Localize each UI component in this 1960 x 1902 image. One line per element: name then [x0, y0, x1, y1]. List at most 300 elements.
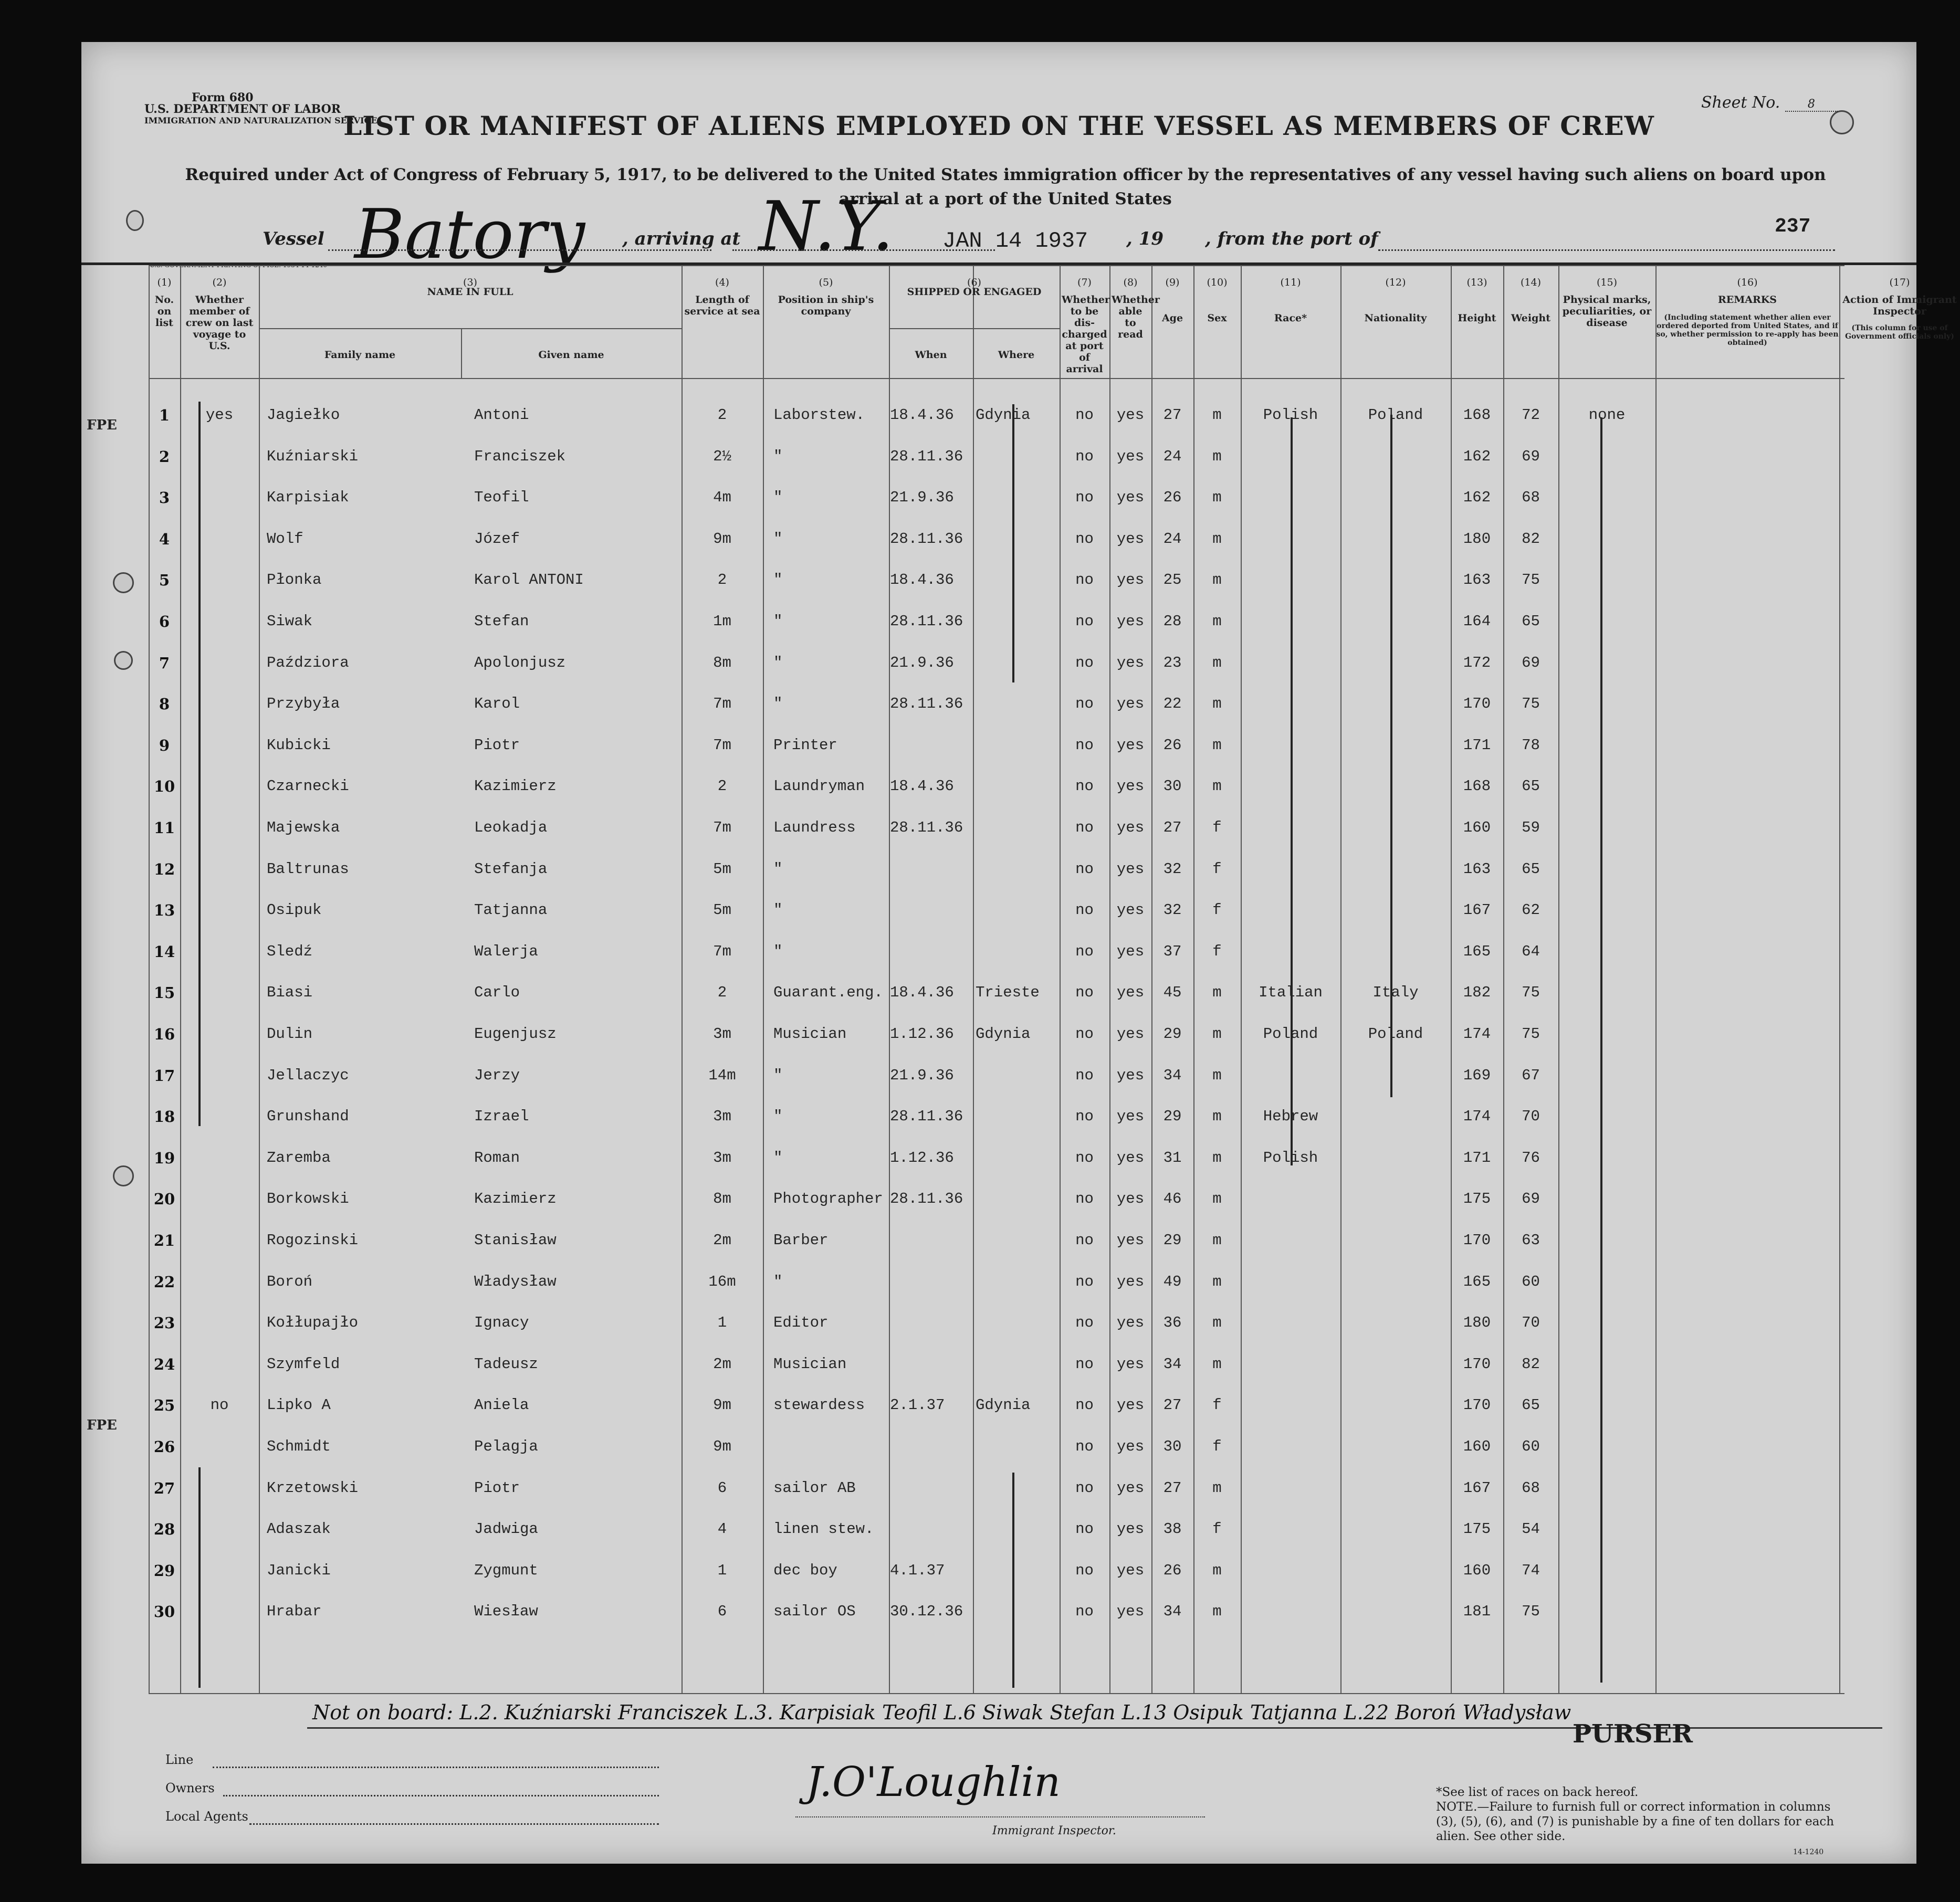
cell-position: sailor AB: [773, 1479, 856, 1497]
cell-age: 34: [1163, 1355, 1182, 1373]
table-row: [149, 1472, 1844, 1514]
cell-no: 2: [159, 447, 170, 466]
column-number: (1): [157, 277, 172, 288]
cell-when: 18.4.36: [890, 984, 954, 1002]
local-agents-label: Local Agents: [165, 1809, 248, 1824]
table-row: [149, 729, 1844, 771]
cell-family: Paździora: [267, 654, 349, 671]
cell-where: Trieste: [976, 984, 1040, 1002]
cell-sex: f: [1212, 819, 1222, 836]
cell-weight: 70: [1522, 1108, 1540, 1126]
arrival-date-stamp: JAN 14 1937: [942, 228, 1088, 254]
cell-service: 6: [717, 1603, 727, 1621]
cell-height: 170: [1463, 1396, 1491, 1414]
cell-service: 5m: [713, 860, 731, 878]
arriving-port: N.Y.: [759, 186, 894, 266]
cell-given: Tatjanna: [474, 901, 548, 919]
cell-family: Grunshand: [267, 1108, 349, 1126]
column-header: REMARKS: [1717, 294, 1777, 306]
column-header: Race*: [1274, 312, 1307, 324]
column-number: (4): [715, 277, 729, 288]
cell-position: Guarant.eng.: [773, 984, 883, 1002]
cell-read: yes: [1116, 819, 1145, 836]
owners-dotline: [223, 1795, 659, 1796]
table-row: [149, 1100, 1844, 1142]
column-number: (9): [1165, 277, 1180, 288]
cell-discharge: no: [1075, 984, 1094, 1002]
cell-height: 180: [1463, 530, 1491, 548]
cell-sex: m: [1212, 984, 1222, 1002]
remarks-note: (Including statement whether alien ever ordered deported from United States, and if so, whether permission to re-apply has been obtained): [1656, 313, 1839, 347]
cell-no: 22: [153, 1273, 175, 1291]
cell-given: Stefanja: [474, 860, 548, 878]
cell-read: yes: [1116, 1149, 1145, 1167]
cell-sex: m: [1212, 777, 1222, 795]
cell-discharge: no: [1075, 447, 1094, 465]
cell-position: ": [773, 1273, 783, 1290]
cell-height: 170: [1463, 1232, 1491, 1249]
table-row: [149, 1018, 1844, 1059]
cell-position: ": [773, 571, 783, 589]
cell-age: 36: [1163, 1314, 1182, 1332]
cell-discharge: no: [1075, 695, 1094, 713]
cell-height: 169: [1463, 1066, 1491, 1084]
cell-no: 29: [153, 1561, 175, 1580]
cell-discharge: no: [1075, 1190, 1094, 1208]
cell-no: 17: [153, 1066, 175, 1085]
cell-given: Józef: [474, 530, 520, 548]
cell-given: Eugenjusz: [474, 1025, 557, 1043]
cell-family: Szymfeld: [267, 1355, 340, 1373]
cell-position: Editor: [773, 1314, 829, 1332]
column-number: (16): [1737, 277, 1758, 288]
cell-height: 160: [1463, 1438, 1491, 1455]
cell-height: 172: [1463, 654, 1491, 671]
cell-service: 7m: [713, 942, 731, 960]
table-row: [149, 523, 1844, 564]
cell-given: Kazimierz: [474, 777, 557, 795]
cell-sex: m: [1212, 1066, 1222, 1084]
cell-no: 10: [153, 777, 175, 796]
cell-given: Tadeusz: [474, 1355, 538, 1373]
cell-no: 9: [159, 736, 170, 754]
cell-age: 27: [1163, 406, 1182, 424]
cell-read: yes: [1116, 654, 1145, 671]
cell-when: 18.4.36: [890, 777, 954, 795]
cell-family: Płonka: [267, 571, 322, 589]
cell-read: yes: [1116, 1520, 1145, 1538]
cell-when: 30.12.36: [890, 1603, 963, 1621]
cell-family: Schmidt: [267, 1438, 331, 1455]
cell-family: Kuźniarski: [267, 447, 359, 465]
cell-position: Laundryman: [773, 777, 865, 795]
cell-where: Gdynia: [976, 1396, 1031, 1414]
cell-no: 26: [153, 1438, 175, 1456]
cell-sex: m: [1212, 1149, 1222, 1167]
cell-sex: m: [1212, 1108, 1222, 1126]
cell-age: 30: [1163, 777, 1182, 795]
cell-sex: m: [1212, 613, 1222, 630]
cell-family: Jellaczyc: [267, 1066, 349, 1084]
cell-discharge: no: [1075, 1603, 1094, 1621]
vessel-dotline: [328, 249, 711, 251]
cell-service: 2: [717, 406, 727, 424]
cell-race: Polish: [1263, 1149, 1318, 1167]
cell-no: 18: [153, 1108, 175, 1126]
cell-weight: 65: [1522, 860, 1540, 878]
column-number: (7): [1077, 277, 1092, 288]
cell-weight: 75: [1522, 1603, 1540, 1621]
cell-given: Stefan: [474, 613, 529, 630]
cell-position: dec boy: [773, 1561, 837, 1579]
cell-service: 2½: [713, 447, 731, 465]
cell-service: 1: [717, 1561, 727, 1579]
cell-service: 2: [717, 777, 727, 795]
cell-sex: m: [1212, 1561, 1222, 1579]
cell-service: 1m: [713, 613, 731, 630]
cell-read: yes: [1116, 1190, 1145, 1208]
inspector-signature: J.O'Loughlin: [806, 1759, 1061, 1806]
form-number: Form 680: [192, 91, 254, 104]
cell-sex: m: [1212, 530, 1222, 548]
table-row: [149, 1307, 1844, 1348]
cell-given: Izrael: [474, 1108, 529, 1126]
cell-sex: f: [1212, 1438, 1222, 1455]
cell-sex: f: [1212, 942, 1222, 960]
cell-service: 8m: [713, 1190, 731, 1208]
cell-position: ": [773, 447, 783, 465]
column-header: Whether able to read: [1112, 294, 1160, 340]
cell-position: ": [773, 654, 783, 671]
cell-sex: m: [1212, 695, 1222, 713]
subheader-when: When: [915, 349, 947, 361]
cell-height: 163: [1463, 860, 1491, 878]
cell-read: yes: [1116, 1273, 1145, 1290]
cell-height: 165: [1463, 942, 1491, 960]
action-note: (This column for use of Government officials only): [1845, 324, 1954, 341]
cell-no: 4: [159, 530, 170, 548]
table-row: [149, 1389, 1844, 1431]
column-header: Age: [1161, 312, 1183, 324]
cell-service: 7m: [713, 819, 731, 836]
cell-weight: 65: [1522, 1396, 1540, 1414]
cell-no: 8: [159, 695, 170, 713]
cell-position: Barber: [773, 1232, 829, 1249]
cell-no: 30: [153, 1603, 175, 1621]
cell-given: Jadwiga: [474, 1520, 538, 1538]
column-header: SHIPPED OR ENGAGED: [907, 286, 1042, 298]
cell-when: 18.4.36: [890, 406, 954, 424]
cell-age: 27: [1163, 1396, 1182, 1414]
cell-discharge: no: [1075, 1108, 1094, 1126]
cell-age: 26: [1163, 736, 1182, 754]
column-header: Position in ship's company: [778, 294, 874, 317]
vessel-label: Vessel: [263, 228, 324, 249]
cell-weight: 60: [1522, 1438, 1540, 1455]
cell-age: 32: [1163, 901, 1182, 919]
cell-weight: 75: [1522, 984, 1540, 1002]
cell-weight: 54: [1522, 1520, 1540, 1538]
cell-sex: m: [1212, 489, 1222, 507]
cell-age: 24: [1163, 447, 1182, 465]
cell-no: 11: [153, 819, 175, 837]
purser-label: PURSER: [1573, 1719, 1693, 1749]
cell-read: yes: [1116, 1603, 1145, 1621]
cell-sex: m: [1212, 571, 1222, 589]
cell-position: sailor OS: [773, 1603, 856, 1621]
cell-service: 2: [717, 984, 727, 1002]
cell-given: Karol: [474, 695, 520, 713]
cell-discharge: no: [1075, 1232, 1094, 1249]
table-row: [149, 1266, 1844, 1307]
cell-service: 3m: [713, 1149, 731, 1167]
cell-weight: 60: [1522, 1273, 1540, 1290]
cell-discharge: no: [1075, 819, 1094, 836]
cell-weight: 69: [1522, 1190, 1540, 1208]
cell-position: ": [773, 942, 783, 960]
cell-read: yes: [1116, 1025, 1145, 1043]
cell-discharge: no: [1075, 1066, 1094, 1084]
column-header: Whether member of crew on last voyage to U.S.: [185, 294, 254, 352]
cell-service: 2m: [713, 1232, 731, 1249]
cell-no: 13: [153, 901, 175, 920]
cell-given: Pelagja: [474, 1438, 538, 1455]
cell-weight: 65: [1522, 777, 1540, 795]
column-header: No. on list: [154, 294, 174, 329]
cell-age: 49: [1163, 1273, 1182, 1290]
cell-weight: 69: [1522, 447, 1540, 465]
cell-given: Stanisław: [474, 1232, 557, 1249]
table-row: [149, 1513, 1844, 1554]
cell-weight: 82: [1522, 1355, 1540, 1373]
cell-discharge: no: [1075, 1479, 1094, 1497]
cell-weight: 68: [1522, 1479, 1540, 1497]
cell-discharge: no: [1075, 1561, 1094, 1579]
cell-race: Poland: [1263, 1025, 1318, 1043]
cell-position: ": [773, 695, 783, 713]
manifest-sheet: [81, 42, 1957, 1864]
cell-height: 171: [1463, 736, 1491, 754]
immigrant-inspector-label: Immigrant Inspector.: [992, 1824, 1116, 1837]
cell-position: linen stew.: [773, 1520, 874, 1538]
cell-nationality: Poland: [1368, 406, 1423, 424]
cell-read: yes: [1116, 1232, 1145, 1249]
owners-label: Owners: [165, 1781, 215, 1795]
from-port-label: , from the port of: [1205, 228, 1378, 249]
cell-when: 21.9.36: [890, 654, 954, 671]
cell-service: 2m: [713, 1355, 731, 1373]
cell-given: Kazimierz: [474, 1190, 557, 1208]
cell-when: 4.1.37: [890, 1561, 945, 1579]
cell-discharge: no: [1075, 489, 1094, 507]
cell-given: Piotr: [474, 1479, 520, 1497]
table-row: [149, 1554, 1844, 1596]
table-row: [149, 688, 1844, 729]
table-row: [149, 894, 1844, 936]
cell-sex: m: [1212, 736, 1222, 754]
cell-sex: f: [1212, 860, 1222, 878]
arriving-label: , arriving at: [622, 228, 741, 249]
cell-given: Walerja: [474, 942, 538, 960]
cell-given: Władysław: [474, 1273, 557, 1290]
cell-when: 28.11.36: [890, 819, 963, 836]
cell-sex: m: [1212, 1314, 1222, 1332]
cell-weight: 74: [1522, 1561, 1540, 1579]
subheader-family-name: Family name: [324, 349, 396, 361]
punch-hole: [113, 1165, 134, 1186]
table-row: [149, 1142, 1844, 1183]
cell-read: yes: [1116, 1108, 1145, 1126]
cell-service: 2: [717, 571, 727, 589]
cell-height: 162: [1463, 447, 1491, 465]
cell-given: Aniela: [474, 1396, 529, 1414]
cell-no: 1: [159, 406, 170, 424]
cell-age: 29: [1163, 1108, 1182, 1126]
sheet-number-value: 8: [1785, 98, 1838, 112]
cell-given: Wiesław: [474, 1603, 538, 1621]
cell-discharge: no: [1075, 1520, 1094, 1538]
cell-height: 180: [1463, 1314, 1491, 1332]
cell-sex: m: [1212, 654, 1222, 671]
cell-service: 5m: [713, 901, 731, 919]
cell-no: 7: [159, 654, 170, 672]
table-row: [149, 1224, 1844, 1266]
sheet-number-label: Sheet No.: [1701, 93, 1780, 112]
cell-no: 27: [153, 1479, 175, 1497]
cell-when: 21.9.36: [890, 489, 954, 507]
cell-discharge: no: [1075, 1438, 1094, 1455]
cell-when: 28.11.36: [890, 1190, 963, 1208]
cell-service: 9m: [713, 530, 731, 548]
cell-service: 14m: [708, 1066, 736, 1084]
cell-weight: 72: [1522, 406, 1540, 424]
cell-weight: 75: [1522, 695, 1540, 713]
column-header: Length of service at sea: [684, 294, 760, 317]
cell-service: 4m: [713, 489, 731, 507]
table-row: [149, 399, 1844, 440]
cell-weight: 75: [1522, 571, 1540, 589]
cell-read: yes: [1116, 1314, 1145, 1332]
column-number: (13): [1466, 277, 1487, 288]
cell-no: 23: [153, 1314, 175, 1332]
cell-height: 165: [1463, 1273, 1491, 1290]
cell-position: stewardess: [773, 1396, 865, 1414]
cell-given: Karol ANTONI: [474, 571, 584, 589]
cell-sex: m: [1212, 1355, 1222, 1373]
cell-no: 19: [153, 1149, 175, 1167]
cell-when: 21.9.36: [890, 1066, 954, 1084]
column-header: Nationality: [1364, 312, 1427, 324]
cell-family: Majewska: [267, 819, 340, 836]
cell-discharge: no: [1075, 613, 1094, 630]
vessel-name: Batory: [354, 194, 585, 274]
column-header: Action of Immigrant Inspector: [1842, 294, 1957, 317]
cell-service: 9m: [713, 1438, 731, 1455]
cell-position: Printer: [773, 736, 837, 754]
cell-age: 45: [1163, 984, 1182, 1002]
cell-position: ": [773, 489, 783, 507]
column-header: Height: [1458, 312, 1496, 324]
cell-discharge: no: [1075, 942, 1094, 960]
cell-weight: 62: [1522, 901, 1540, 919]
cell-discharge: no: [1075, 1149, 1094, 1167]
cell-race: Hebrew: [1263, 1108, 1318, 1126]
not-on-board-note: Not on board: L.2. Kuźniarski Franciszek L.3. Karpisiak Teofil L.6 Siwak Stefan L.13 Osipuk Tatjanna L.22 Boroń Władysław: [312, 1701, 1571, 1724]
cell-sex: m: [1212, 1232, 1222, 1249]
cell-height: 167: [1463, 1479, 1491, 1497]
cell-when: 28.11.36: [890, 1108, 963, 1126]
page-subtitle: Required under Act of Congress of February 5, 1917, to be delivered to the United States immigration officer by the representatives of any vessel having such aliens on board upon arrival at a port of the United States: [185, 165, 1826, 208]
cell-service: 7m: [713, 695, 731, 713]
page-title: LIST OR MANIFEST OF ALIENS EMPLOYED ON THE VESSEL AS MEMBERS OF CREW: [343, 110, 1654, 141]
cell-service: 4: [717, 1520, 727, 1538]
cell-height: 170: [1463, 1355, 1491, 1373]
cell-sex: m: [1212, 1025, 1222, 1043]
cell-no: 28: [153, 1520, 175, 1539]
cell-sex: f: [1212, 1396, 1222, 1414]
cell-family: Czarnecki: [267, 777, 349, 795]
cell-weight: 69: [1522, 654, 1540, 671]
cell-service: 3m: [713, 1108, 731, 1126]
cell-age: 31: [1163, 1149, 1182, 1167]
column-number: (14): [1520, 277, 1541, 288]
table-row: [149, 1059, 1844, 1101]
cell-no: 20: [153, 1190, 175, 1209]
cell-given: Jerzy: [474, 1066, 520, 1084]
cell-height: 163: [1463, 571, 1491, 589]
column-number: (17): [1889, 277, 1910, 288]
cell-age: 34: [1163, 1603, 1182, 1621]
cell-given: Antoni: [474, 406, 529, 424]
column-header: NAME IN FULL: [427, 286, 513, 298]
cell-read: yes: [1116, 489, 1145, 507]
cell-family: Hrabar: [267, 1603, 322, 1621]
column-number: (15): [1596, 277, 1617, 288]
cell-family: Lipko A: [267, 1396, 331, 1414]
race-note: *See list of races on back hereof.: [1436, 1785, 1639, 1799]
cell-weight: 67: [1522, 1066, 1540, 1084]
cell-age: 38: [1163, 1520, 1182, 1538]
cell-sex: f: [1212, 901, 1222, 919]
cell-family: Osipuk: [267, 901, 322, 919]
cell-no: 14: [153, 942, 175, 961]
cell-family: Karpisiak: [267, 489, 349, 507]
cell-height: 164: [1463, 613, 1491, 630]
cell-weight: 63: [1522, 1232, 1540, 1249]
cell-age: 34: [1163, 1066, 1182, 1084]
cell-sex: m: [1212, 1273, 1222, 1290]
cell-discharge: no: [1075, 1314, 1094, 1332]
cell-family: Przybyła: [267, 695, 340, 713]
cell-where: Gdynia: [976, 406, 1031, 424]
table-row: [149, 1431, 1844, 1472]
cell-no: 21: [153, 1232, 175, 1249]
form-code: 14-1240: [1793, 1848, 1824, 1856]
cell-read: yes: [1116, 695, 1145, 713]
cell-position: ": [773, 613, 783, 630]
cell-height: 162: [1463, 489, 1491, 507]
cell-discharge: no: [1075, 654, 1094, 671]
cell-read: yes: [1116, 1479, 1145, 1497]
cell-age: 26: [1163, 489, 1182, 507]
cell-family: Siwak: [267, 613, 313, 630]
column-header: Weight: [1511, 312, 1550, 324]
cell-family: Wolf: [267, 530, 303, 548]
cell-sex: m: [1212, 1603, 1222, 1621]
cell-family: Janicki: [267, 1561, 331, 1579]
cell-age: 32: [1163, 860, 1182, 878]
cell-age: 27: [1163, 1479, 1182, 1497]
